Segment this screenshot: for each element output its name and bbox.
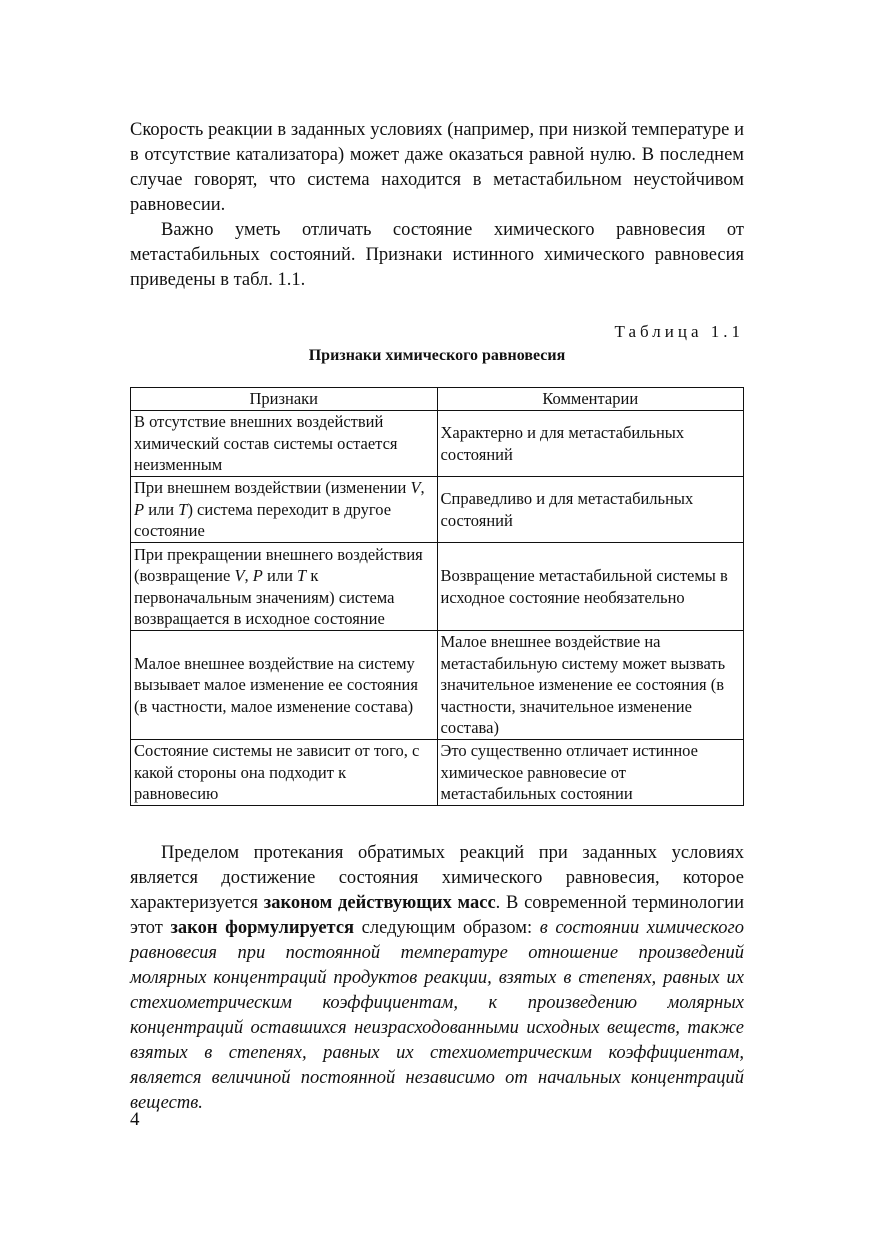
sign-text: При прекращении внешнего воздействия (возвращение — [134, 544, 423, 585]
intro-paragraph-1: Скорость реакции в заданных условиях (например, при низкой температуре и в отсутствие катализатора) может даже оказаться равной нулю. В последнем случае говорят, что система находится в метастабильном неустойчивом равновесии. — [130, 120, 744, 215]
volume-symbol: V — [234, 566, 245, 585]
comment-cell: Малое внешнее воздействие на метастабильную систему может вызвать значительное изменение ее состояния (в частности, значительное изменение состава) — [437, 631, 744, 740]
table-header-row — [131, 388, 744, 411]
comment-cell: Это существенно отличает истинное химическое равновесие от метастабильных состоянии — [437, 740, 744, 806]
table-row — [131, 543, 744, 631]
sign-cell: Малое внешнее воздействие на систему вызывает малое изменение ее состояния (в частности, малое изменение состава) — [131, 631, 438, 740]
comment-cell: Справедливо и для метастабильных состояний — [437, 477, 744, 543]
law-definition: в состоянии химического равновесия при постоянной температуре отношение произведений молярных концентраций продуктов реакции, взятых в степенях, равных их стехиометрическим коэффициентам, к произведению молярных концентраций оставшихся неизрасходованными исходных веществ, также взятых в степенях, равных их стехиометрическим коэффициентам, является величиной постоянной независимо от начальных концентраций веществ. — [130, 918, 744, 1113]
temperature-symbol: T — [297, 566, 307, 585]
or-text: или — [262, 566, 298, 585]
volume-symbol: V — [410, 478, 421, 498]
separator: , — [244, 566, 253, 585]
law-text: . В современной терминологии этот — [130, 893, 744, 938]
or-text: или — [144, 499, 179, 519]
table-row — [131, 631, 744, 740]
law-term: законом действующих масс — [263, 893, 496, 913]
pressure-symbol: P — [252, 566, 263, 585]
temperature-symbol: T — [178, 499, 188, 519]
equilibrium-signs-table — [130, 387, 744, 806]
page-content — [130, 118, 744, 1116]
intro-paragraph-2: Важно уметь отличать состояние химического равновесия от метастабильных состояний. Признаки истинного химического равновесия приведены в табл. 1.1. — [130, 220, 744, 290]
law-text: Пределом протекания обратимых реакций при заданных условиях является достижение состояния химического равновесия, которое характеризуется — [130, 843, 744, 913]
page-number: 4 — [130, 1109, 140, 1130]
table-title: Признаки химического равновесия — [308, 347, 566, 364]
sign-text: ) система переходит в другое состояние — [134, 499, 392, 541]
sign-cell — [131, 477, 438, 543]
header-signs: Признаки — [131, 388, 438, 411]
sign-cell: Состояние системы не зависит от того, с какой стороны она подходит к равновесию — [131, 740, 438, 806]
table-row — [131, 477, 744, 543]
sign-cell — [131, 543, 438, 631]
table-row — [131, 740, 744, 806]
table-label: Таблица 1.1 — [614, 322, 744, 341]
sign-text: к первоначальным значениям) система возвращается в исходное состояние — [134, 566, 395, 628]
law-formulation-term: закон формулируется — [170, 918, 355, 938]
law-paragraph — [130, 841, 744, 1116]
sign-text: При внешнем воздействии (изменении — [134, 478, 411, 498]
header-comments: Комментарии — [437, 388, 744, 411]
pressure-symbol: P — [134, 499, 145, 519]
comment-cell: Возвращение метастабильной системы в исходное состояние необязательно — [437, 543, 744, 631]
table-row — [131, 411, 744, 477]
sign-cell: В отсутствие внешних воздействий химический состав системы остается неизменным — [131, 411, 438, 477]
separator: , — [420, 478, 425, 498]
law-text: следующим образом: — [354, 918, 540, 938]
comment-cell: Характерно и для метастабильных состояний — [437, 411, 744, 477]
